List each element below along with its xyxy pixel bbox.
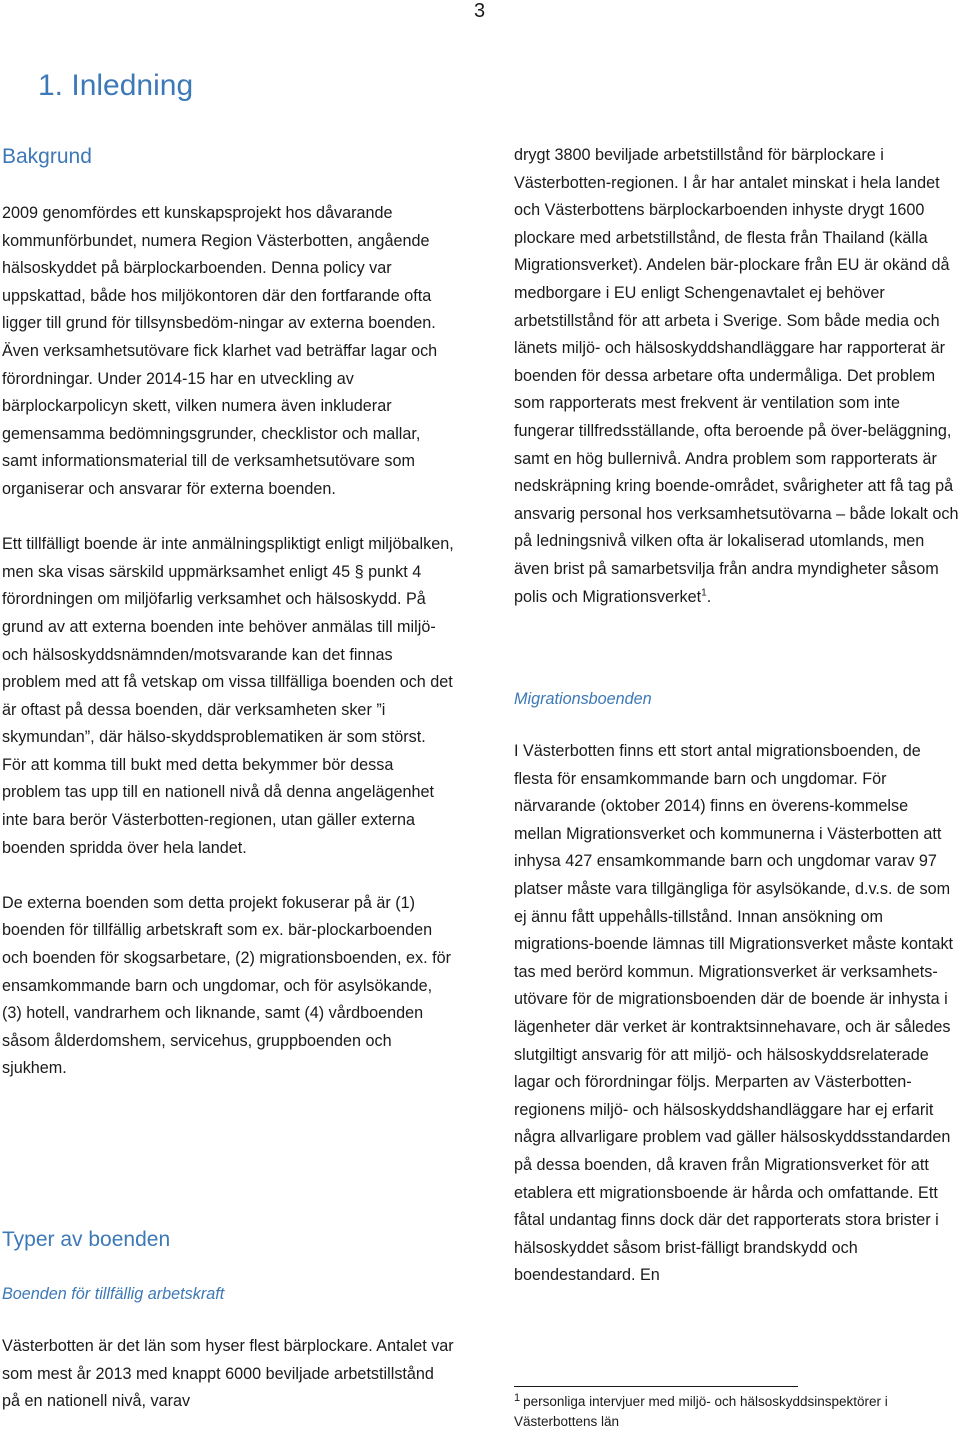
footnote-text: personliga intervjuer med miljö- och hälsoskyddsinspektörer i Västerbottens län [514, 1394, 888, 1429]
paragraph-bakgrund-2: Ett tillfälligt boende är inte anmälningspliktigt enligt miljöbalken, men ska visas särskild uppmärksamhet enligt 45 § punkt 4 förordningen om miljöfarlig verksamhet och hälsoskydd. På grund av att externa boenden inte behöver anmälas till miljö- och hälsoskyddsnämnden/motsvarande kan det finnas problem med att få vetskap om vissa tillfälliga boenden och det är oftast på dessa boenden, där verksamheten sker ”i skymundan”, där hälso-skyddsproblematiken är som störst. För att komma till bukt med detta bekymmer bör dessa problem tas upp till en nationell nivå då denna angelägenhet inte bara berör Västerbotten-regionen, utan gäller externa boenden spridda över hela landet. [2, 535, 454, 857]
right-text-block-1 [514, 142, 960, 611]
paragraph-tillfallig-2-text: drygt 3800 beviljade arbetstillstånd för bärplockare i Västerbotten-regionen. I år har antalet minskat i hela landet och Västerbottens bärplockarboenden inhyste drygt 1600 plockare med arbetstillstånd, de flesta från Thailand (källa Migrationsverket). Andelen bär-plockare från EU är okänd då medborgare i EU enligt Schengenavtalet ej behöver arbetstillstånd för att arbeta i Sverige. Som både media och länets miljö- och hälsoskyddshandläggare har rapporterat är boenden för dessa arbetare ofta undermåliga. Det problem som rapporterats mest frekvent är ventilation som inte fungerar tillfredsställande, ofta beroende på över-beläggning, samt en hög bullernivå. Andra problem som rapporterats är nedskräpning kring boende-området, svårigheter att få tag på ansvarig personal hos verksamhetsutövarna – både lokalt och på ledningsnivå vilken ofta är lokaliserad utomlands, men även brist på samarbetsvilja från andra myndigheter såsom polis och Migrationsverket [514, 146, 959, 606]
left-text-block-1 [2, 200, 454, 1083]
paragraph-tillfallig-2 [514, 142, 960, 611]
footnote [514, 1392, 944, 1432]
paragraph-migrationsboenden: I Västerbotten finns ett stort antal migrationsboenden, de flesta för ensamkommande barn och ungdomar. För närvarande (oktober 2014) finns en överens-kommelse mellan Migrationsverket och kommunerna i Västerbotten att inhysa 427 ensamkommande barn och ungdomar varav 97 platser måste vara tillgängliga för asylsökande, d.v.s. de som ej ännu fått uppehålls-tillstånd. Innan ansökning om migrations-boende lämnas till Migrationsverket måste kontakt tas med berörd kommun. Migrationsverket är verksamhets-utövare för de migrationsboenden där de boende är inhysta i lägenheter där verket är kontraktsinnehavare, och är således slutgiltigt ansvarig för att miljö- och hälsoskyddsrelaterade lagar och förordningar följs. Merparten av Västerbotten-regionens miljö- och hälsoskyddshandläggare har ej erfarit några allvarligare problem vad gäller hälsoskyddsstandarden på dessa boenden, då kraven från Migrationsverket för att etablera ett migrationsboende är hårda och omfattande. Ett fåtal undantag finns dock där det rapporterats stora brister i hälsoskyddet såsom brist-fälligt brandskydd och boendestandard. En [514, 742, 954, 1285]
paragraph-tillfallig-2-end: . [706, 587, 712, 606]
right-text-block-2 [514, 738, 960, 1290]
section-heading-typer: Typer av boenden [2, 1228, 171, 1251]
subheading-tillfallig-arbetskraft: Boenden för tillfällig arbetskraft [2, 1285, 225, 1303]
left-text-block-2 [2, 1333, 454, 1416]
subheading-migrationsboenden: Migrationsboenden [514, 690, 652, 708]
footnote-divider [514, 1386, 798, 1387]
footnote-number: 1 [514, 1391, 521, 1404]
section-heading-bakgrund: Bakgrund [2, 145, 92, 168]
page-number: 3 [474, 0, 486, 22]
paragraph-tillfallig-1: Västerbotten är det län som hyser flest bärplockare. Antalet var som mest år 2013 med knappt 6000 beviljade arbetstillstånd på en nationell nivå, varav [2, 1337, 454, 1411]
chapter-title: 1. Inledning [38, 69, 194, 102]
paragraph-bakgrund-1: 2009 genomfördes ett kunskapsprojekt hos dåvarande kommunförbundet, numera Region Västerbotten, angående hälsoskyddet på bärplockarboenden. Denna policy var uppskattad, både hos miljökontoren där den fortfarande ofta ligger till grund för tillsynsbedöm-ningar av externa boenden. Även verksamhetsutövare fick klarhet vad beträffar lagar och förordningar. Under 2014-15 har en utveckling av bärplockarpolicyn skett, vilken numera även inkluderar gemensamma bedömningsgrunder, checklistor och mallar, samt informationsmaterial till de verksamhetsutövare som organiserar och ansvarar för externa boenden. [2, 204, 438, 498]
footnote-reference: 1 [701, 587, 707, 599]
paragraph-bakgrund-3: De externa boenden som detta projekt fokuserar på är (1) boenden för tillfällig arbetskraft som ex. bär-plockarboenden och boenden för skogsarbetare, (2) migrationsboenden, ex. för ensamkommande barn och ungdomar, och för asylsökande, (3) hotell, vandrarhem och liknande, samt (4) vårdboenden såsom ålderdomshem, servicehus, gruppboenden och sjukhem. [2, 893, 452, 1078]
